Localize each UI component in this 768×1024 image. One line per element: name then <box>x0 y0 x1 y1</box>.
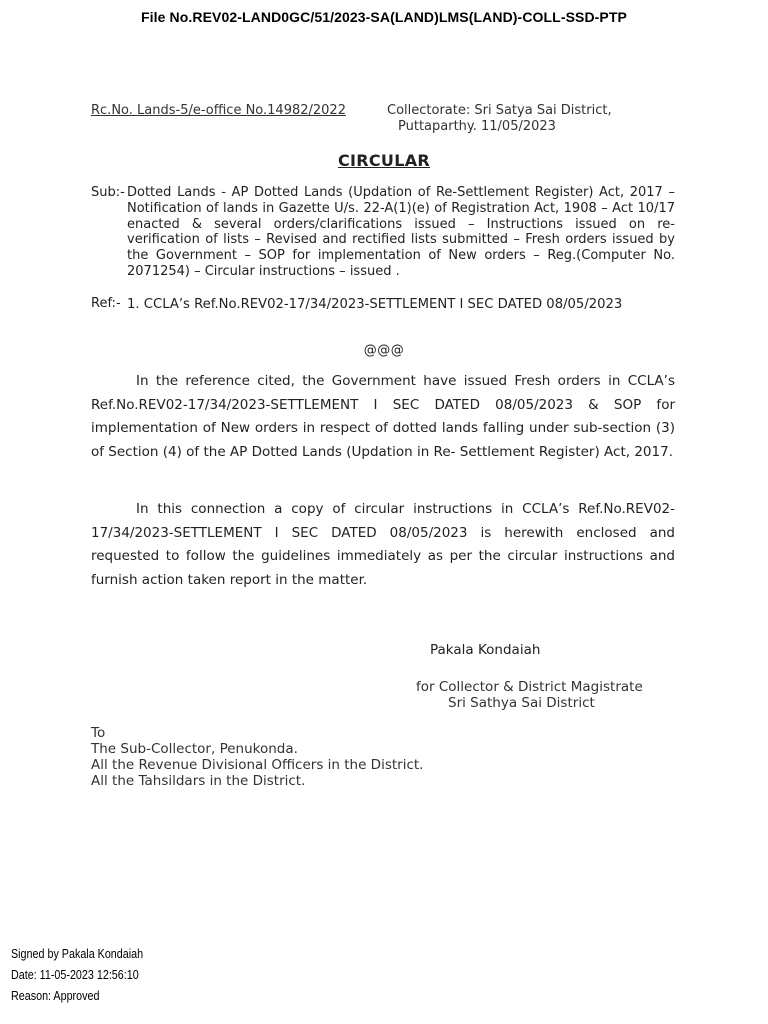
subject-label <box>91 185 125 201</box>
recipient-line: All the Tahsildars in the District. <box>91 773 306 789</box>
to-label: To <box>91 725 106 741</box>
subject-text: Dotted Lands - AP Dotted Lands (Updation of Re-Settlement Register) Act, 2017 – Notification of lands in Gazette U/s. 22-A(1)(e) of Registration Act, 1908 – Act 10/17 enacted & several orders/clarifications issued – Instructions issued on re-verification of lists – Revised and rectified lists submitted – Fresh orders issued by the Government – SOP for implementation of New orders – Reg.(Computer No. 2071254) – Circular instructions – issued . <box>127 185 675 279</box>
designation-line-1: for Collector & District Magistrate <box>416 679 643 695</box>
signatory-designation <box>416 679 643 711</box>
recipients-block <box>91 725 423 789</box>
document-title: CIRCULAR <box>337 151 431 170</box>
signed-by: Signed by Pakala Kondaiah <box>11 947 144 961</box>
signed-date: Date: 11-05-2023 12:56:10 <box>11 968 139 982</box>
signed-reason: Reason: Approved <box>11 989 100 1003</box>
collectorate-line: Collectorate: Sri Satya Sai District, <box>387 103 612 118</box>
reference-text: 1. CCLA’s Ref.No.REV02-17/34/2023-SETTLEMENT I SEC DATED 08/05/2023 <box>127 297 623 312</box>
place-date: Puttaparthy. 11/05/2023 <box>398 119 556 134</box>
rc-number: Rc.No. Lands-5/e-office No.14982/2022 <box>91 103 346 118</box>
subject-label-text: Sub:- <box>91 185 125 200</box>
body-paragraph-2: In this connection a copy of circular instructions in CCLA’s Ref.No.REV02-17/34/2023-SETTLEMENT I SEC DATED 08/05/2023 is herewith enclosed and requested to follow the guidelines immediately as per the circular instructions and furnish action taken report in the matter. <box>91 501 675 588</box>
collectorate-address <box>387 103 612 135</box>
section-separator: @@@ <box>363 343 405 358</box>
body-paragraph-1: In the reference cited, the Government have issued Fresh orders in CCLA’s Ref.No.REV02-17/34/2023-SETTLEMENT I SEC DATED 08/05/2023 & SOP for implementation of New orders in respect of dotted lands falling under sub-section (3) of Section (4) of the AP Dotted Lands (Updation in Re- Settlement Register) Act, 2017. <box>91 373 675 460</box>
recipient-line: All the Revenue Divisional Officers in the District. <box>91 757 424 773</box>
reference-label: Ref:- <box>91 296 121 311</box>
designation-line-2: Sri Sathya Sai District <box>448 695 595 711</box>
digital-signature-stamp <box>11 944 143 1007</box>
signatory-name: Pakala Kondaiah <box>430 642 541 658</box>
file-number: File No.REV02-LAND0GC/51/2023-SA(LAND)LMS(LAND)-COLL-SSD-PTP <box>141 9 627 25</box>
recipient-line: The Sub-Collector, Penukonda. <box>91 741 298 757</box>
